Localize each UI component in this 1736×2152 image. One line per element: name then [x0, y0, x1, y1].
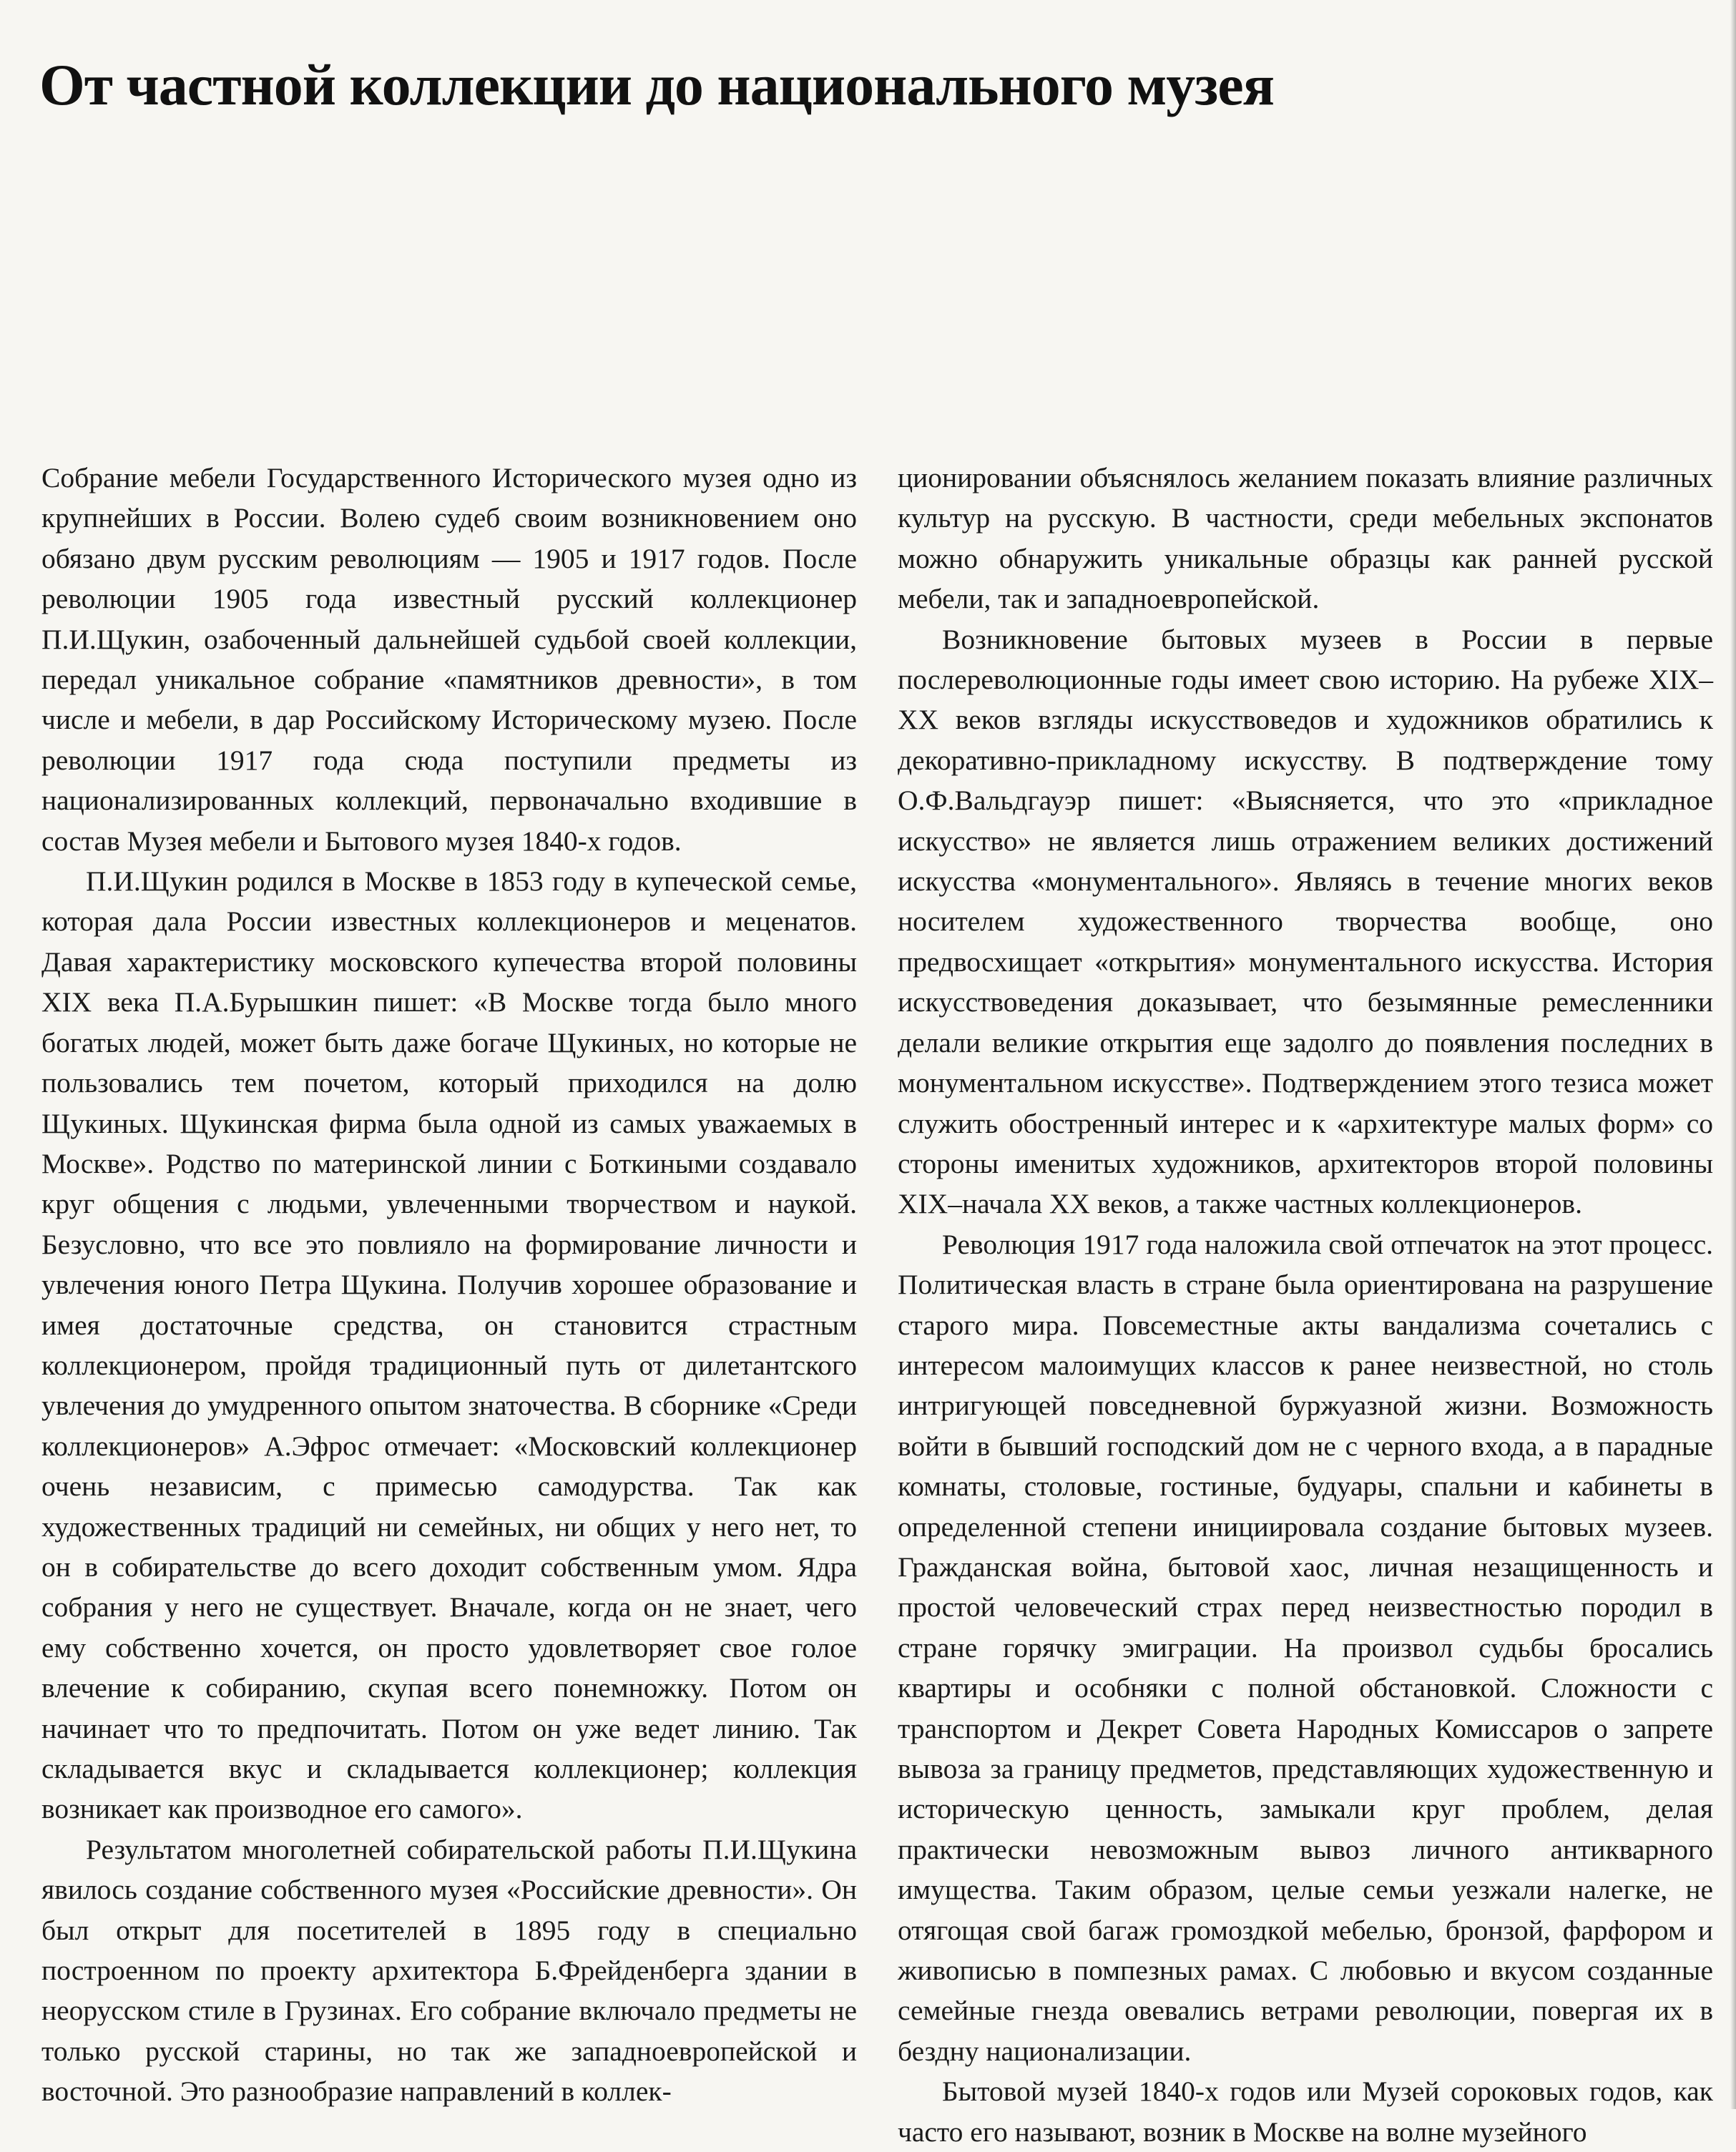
paragraph: Результатом многолетней собирательской работы П.И.Щукина явилось создание собственного музея «Российские древности». Он был открыт для посетителей в 1895 году в специально построенном по проекту архитектора Б.Фрейденберга здании в неорусском стиле в Грузинах. Его собрание включало предметы не только русской старины, но так же западноевропейской и восточной. Это разнообразие направлений в коллек- — [41, 1833, 857, 2108]
right-text-column — [898, 458, 1713, 2152]
paragraph: ционировании объяснялось желанием показать влияние различных культур на русскую. В частности, среди мебельных экспонатов можно обнаружить уникальные образцы как ранней русской мебели, так и западноевропейской. — [898, 462, 1713, 615]
page-title: От частной коллекции до национального музея — [39, 52, 1275, 117]
page-edge-shadow — [1730, 0, 1736, 2109]
paragraph: П.И.Щукин родился в Москве в 1853 году в купеческой семье, которая дала России известных коллекционеров и меценатов. Давая характеристику московского купечества второй половины XIX века П.А.Бурышкин пишет: «В Москве тогда было много богатых людей, может быть даже богаче Щукиных, но которые не пользовались тем почетом, который приходился на долю Щукиных. Щукинская фирма была одной из самых уважаемых в Москве». Родство по материнской линии с Боткиными создавало круг общения с людьми, увлеченными творчеством и наукой. Безусловно, что все это повлияло на формирование личности и увлечения юного Петра Щукина. Получив хорошее образование и имея достаточные средства, он становится страстным коллекционером, пройдя традиционный путь от дилетантского увлечения до умудренного опытом знаточества. В сборнике «Среди коллекционеров» А.Эфрос отмечает: «Московский коллекционер очень независим, с примесью самодурства. Так как художественных традиций ни семейных, ни общих у него нет, то он в собирательстве до всего доходит собственным умом. Ядра собрания у него не существует. Вначале, когда он не знает, чего ему собственно хочется, он просто удовлетворяет свое голое влечение к собиранию, скупая всего понемножку. Потом он начинает что то предпочитать. Потом он уже ведет линию. Так складывается вкус и складывается коллекционер; коллекция возникает как производное его самого». — [41, 865, 857, 1825]
paragraph: Бытовой музей 1840-х годов или Музей сороковых годов, как часто его называют, возник в Москве на волне музейного — [898, 2075, 1713, 2148]
left-text-column — [41, 458, 857, 2112]
paragraph: Революция 1917 года наложила свой отпечаток на этот процесс. Политическая власть в стране была ориентирована на разрушение старого мира. Повсеместные акты вандализма сочетались с интересом малоимущих классов к ранее неизвестной, но столь интригующей повседневной буржуазной жизни. Возможность войти в бывший господский дом не с черного входа, а в парадные комнаты, столовые, гостиные, будуары, спальни и кабинеты в определенной степени инициировала создание бытовых музеев. Гражданская война, бытовой хаос, личная незащищенность и простой человеческий страх перед неизвестностью породил в стране горячку эмиграции. На произвол судьбы бросались квартиры и особняки с полной обстановкой. Сложности с транспортом и Декрет Совета Народных Комиссаров о запрете вывоза за границу предметов, представляющих художественную и историческую ценность, замыкали круг проблем, делая практически невозможным вывоз личного антикварного имущества. Таким образом, целые семьи уезжали налегке, не отягощая свой багаж громоздкой мебелью, бронзой, фарфором и живописью в помпезных рамах. С любовью и вкусом созданные семейные гнезда овевались ветрами революции, повергая их в бездну национализации. — [898, 1228, 1713, 2067]
paragraph: Возникновение бытовых музеев в России в первые послереволюционные годы имеет свою историю. На рубеже XIX–XX веков взгляды искусствоведов и художников обратились к декоративно-прикладному искусству. В подтверждение тому О.Ф.Вальдгауэр пишет: «Выясняется, что это «прикладное искусство» не является лишь отражением великих достижений искусства «монументального». Являясь в течение многих веков носителем художественного творчества вообще, оно предвосхищает «открытия» монументального искусства. История искусствоведения доказывает, что безымянные ремесленники делали великие открытия еще задолго до появления последних в монументальном искусстве». Подтверждением этого тезиса может служить обостренный интерес и к «архитектуре малых форм» со стороны именитых художников, архитекторов второй половины XIX–начала XX веков, а также частных коллекционеров. — [898, 623, 1713, 1220]
paragraph: Собрание мебели Государственного Исторического музея одно из крупнейших в России. Волею судеб своим возникновением оно обязано двум русским революциям — 1905 и 1917 годов. После революции 1905 года известный русский коллекционер П.И.Щукин, озабоченный дальнейшей судьбой своей коллекции, передал уникальное собрание «памятников древности», в том числе и мебели, в дар Российскому Историческому музею. После революции 1917 года сюда поступили предметы из национализированных коллекций, первоначально входившие в состав Музея мебели и Бытового музея 1840-х годов. — [41, 462, 857, 857]
